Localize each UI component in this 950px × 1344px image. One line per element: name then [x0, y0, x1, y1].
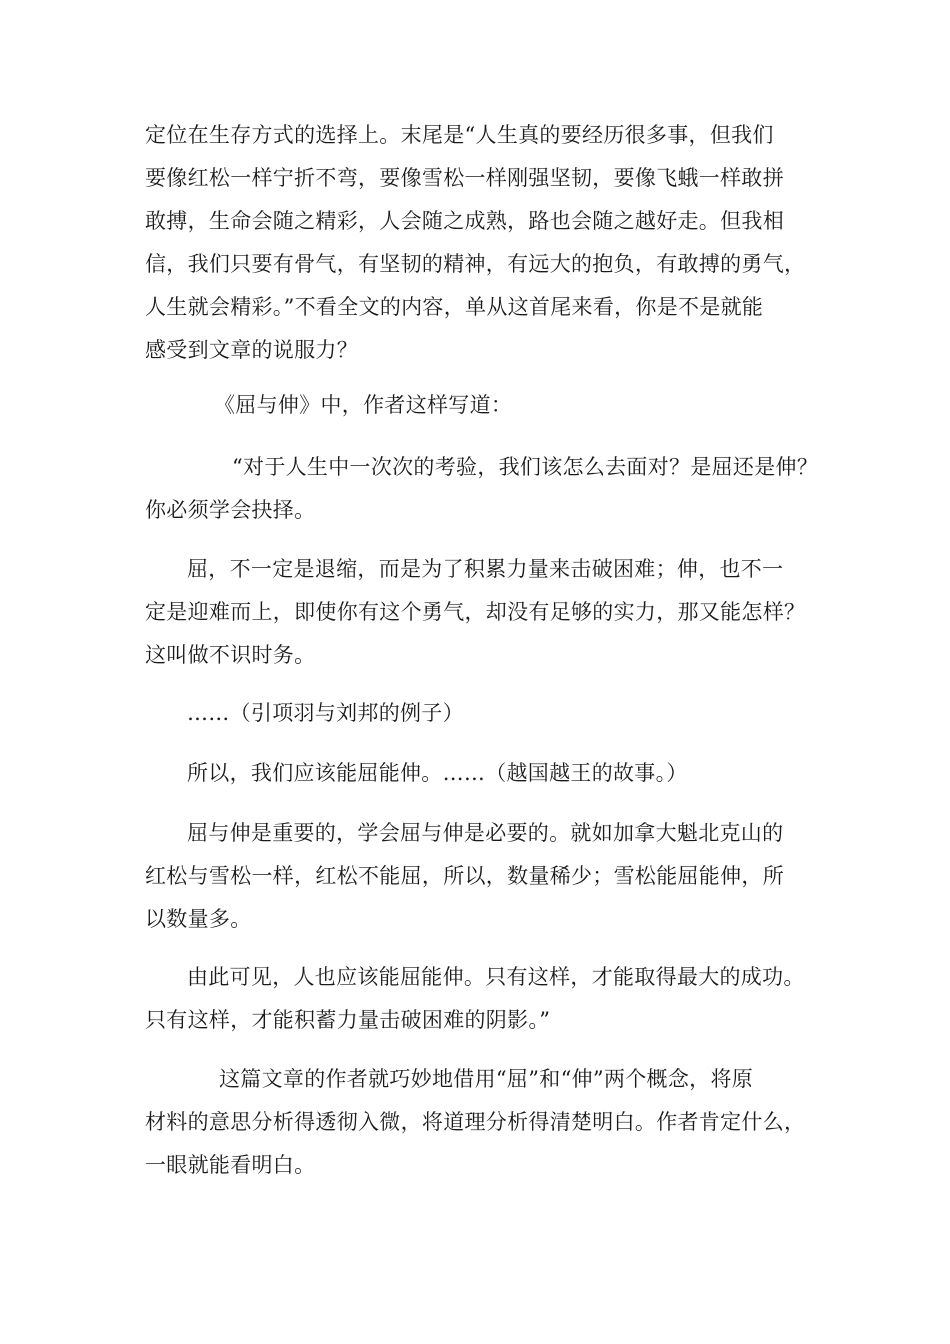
text-line: “对于人生中一次次的考验，我们该怎么去面对？是屈还是伸？: [232, 455, 819, 479]
text-line: 这篇文章的作者就巧妙地借用“屈”和“伸”两个概念，将原: [219, 1067, 754, 1091]
text-line: 只有这样，才能积蓄力量击破困难的阴影。”: [145, 1008, 551, 1032]
text-line: 由此可见，人也应该能屈能伸。只有这样，才能取得最大的成功。: [187, 965, 805, 989]
text-line: 屈，不一定是退缩，而是为了积累力量来击破困难；伸，也不一: [187, 557, 784, 581]
text-line: 信，我们只要有骨气，有坚韧的精神，有远大的抱负，有敢搏的勇气，: [145, 252, 806, 276]
text-line: 材料的意思分析得透彻入微，将道理分析得清楚明白。作者肯定什么，: [145, 1110, 806, 1134]
text-line: 定位在生存方式的选择上。末尾是“人生真的要经历很多事，但我们: [145, 123, 774, 147]
text-line: 《屈与伸》中，作者这样写道：: [214, 393, 513, 417]
text-line: 这叫做不识时务。: [145, 643, 316, 667]
paragraph-3: [145, 446, 818, 532]
text-line: 屈与伸是重要的，学会屈与伸是必要的。就如加拿大魁北克山的: [187, 821, 784, 845]
text-line: 以数量多。: [145, 907, 252, 931]
text-line: 红松与雪松一样，红松不能屈，所以，数量稀少；雪松能屈能伸，所: [145, 864, 784, 888]
text-line: 一眼就能看明白。: [145, 1153, 316, 1177]
paragraph-7: [145, 812, 784, 941]
paragraph-2: [214, 384, 512, 427]
paragraph-1: [145, 114, 805, 372]
paragraph-5: [187, 692, 464, 735]
text-line: 定是迎难而上，即使你有这个勇气，却没有足够的实力，那又能怎样？: [145, 600, 806, 624]
paragraph-8: [145, 956, 805, 1042]
text-line: 你必须学会抉择。: [145, 498, 316, 522]
text-line: ……（引项羽与刘邦的例子）: [187, 701, 464, 725]
paragraph-9: [145, 1058, 805, 1187]
text-line: 感受到文章的说服力？: [145, 338, 358, 362]
text-line: 所以，我们应该能屈能伸。……（越国越王的故事。）: [187, 761, 688, 785]
text-line: 敢搏，生命会随之精彩，人会随之成熟，路也会随之越好走。但我相: [145, 209, 784, 233]
paragraph-4: [145, 548, 805, 677]
text-line: 要像红松一样宁折不弯，要像雪松一样刚强坚韧，要像飞蛾一样敢拼: [145, 166, 784, 190]
paragraph-6: [187, 752, 688, 795]
text-line: 人生就会精彩。”不看全文的内容，单从这首尾来看，你是不是就能: [145, 295, 764, 319]
